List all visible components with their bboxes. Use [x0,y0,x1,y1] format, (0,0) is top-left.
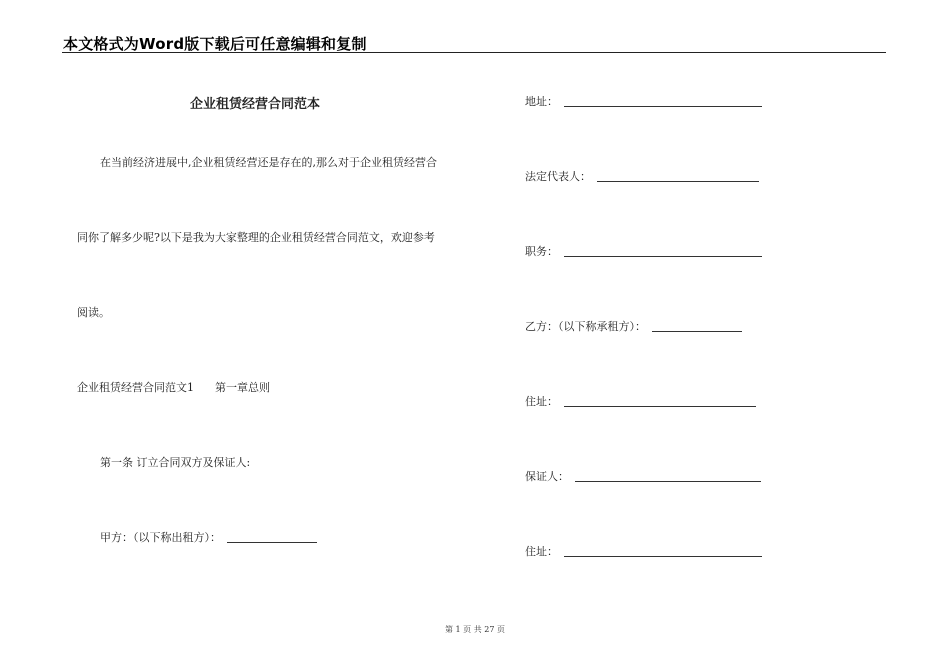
guarantor-field [525,468,761,484]
position-blank [564,245,762,257]
guarantor-residence-blank [564,545,762,557]
page-header-title: 本文格式为Word版下载后可任意编辑和复制 [63,35,367,53]
address-blank [564,95,762,107]
paragraph-intro-line-3: 阅读。 [77,306,110,319]
page-footer: 第 1 页 共 27 页 [445,625,505,634]
position-label: 职务： [525,245,558,258]
paragraph-intro-line-2: 同你了解多少呢?以下是我为大家整理的企业租赁经营合同范文，欢迎参考 [77,231,435,244]
party-b-blank [652,320,742,332]
guarantor-residence-label: 住址： [525,545,558,558]
party-a-field [100,529,317,545]
address-field [525,93,762,109]
header-divider [62,52,886,53]
residence-blank [564,395,756,407]
party-a-blank [227,531,317,543]
paragraph-intro-line-1: 在当前经济进展中,企业租赁经营还是存在的,那么对于企业租赁经营合 [100,156,437,169]
residence-field [525,393,756,409]
guarantor-label: 保证人： [525,470,569,483]
party-b-label: 乙方：（以下称承租方）： [525,320,646,333]
party-a-label: 甲方：（以下称出租方）： [100,531,221,544]
legal-representative-blank [597,170,759,182]
address-label: 地址： [525,95,558,108]
document-title: 企业租赁经营合同范本 [190,97,321,112]
article-one: 第一条 订立合同双方及保证人: [100,456,251,469]
legal-representative-label: 法定代表人： [525,170,591,183]
guarantor-residence-field [525,543,762,559]
party-b-field [525,318,742,334]
legal-representative-field [525,168,759,184]
section-heading: 企业租赁经营合同范文1 第一章总则 [77,381,270,394]
residence-label: 住址： [525,395,558,408]
position-field [525,243,762,259]
guarantor-blank [575,470,761,482]
